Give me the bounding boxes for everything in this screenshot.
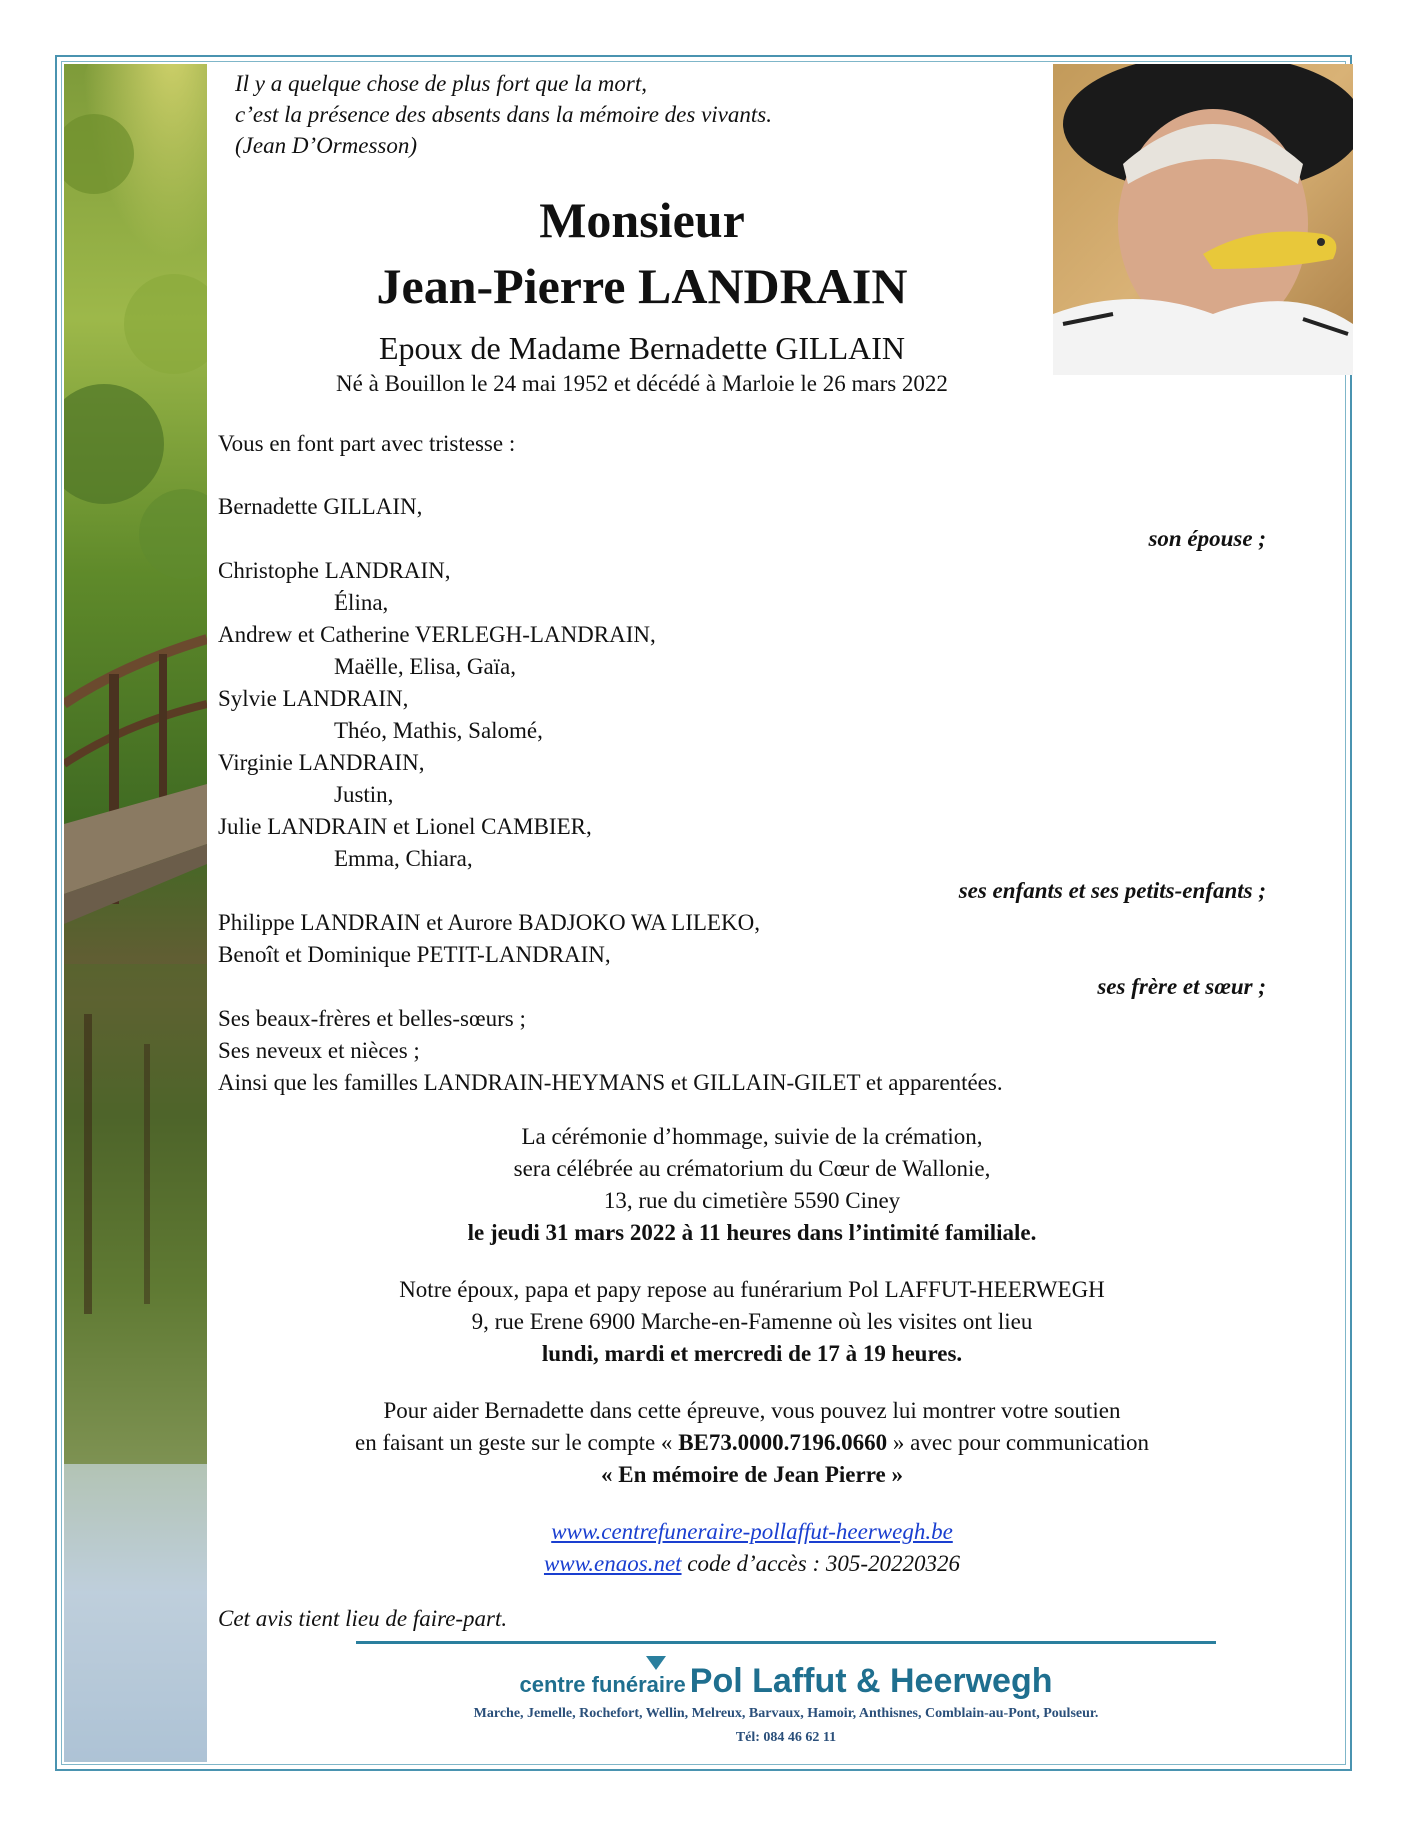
footer-phone: Tél: 084 46 62 11 [735, 1730, 837, 1745]
siblings-relation: ses frère et sœur ; [1097, 974, 1266, 999]
decorative-landscape-photo [64, 64, 207, 1762]
donation-text: » avec pour communication [887, 1430, 1149, 1455]
family-line: Julie LANDRAIN et Lionel CAMBIER, [218, 814, 592, 839]
footer-locations: Marche, Jemelle, Rochefort, Wellin, Melreux, Barvaux, Hamoir, Anthisnes, Comblain-au-Pont, Poulseur. [473, 1706, 1099, 1721]
family-line: Ses neveux et nièces ; [218, 1038, 420, 1063]
footer-rule [356, 1641, 1216, 1644]
family-line: Justin, [334, 782, 394, 807]
family-line: Sylvie LANDRAIN, [218, 686, 409, 711]
deceased-name: Jean-Pierre LANDRAIN [376, 258, 908, 314]
portrait-photo [1053, 64, 1353, 375]
funeral-home-logo [356, 1652, 1216, 1752]
family-line: Philippe LANDRAIN et Aurore BADJOKO WA LILEKO, [218, 910, 760, 935]
quote-author: (Jean D’Ormesson) [235, 133, 418, 158]
donation-line: Pour aider Bernadette dans cette épreuve, vous pouvez lui montrer votre soutien [383, 1398, 1121, 1423]
family-line: Emma, Chiara, [334, 846, 473, 871]
website-line [207, 1516, 1297, 1548]
family-line: Benoît et Dominique PETIT-LANDRAIN, [218, 942, 611, 967]
ceremony-line: La cérémonie d’hommage, suivie de la crémation, [521, 1124, 983, 1149]
visitation-line: 9, rue Erene 6900 Marche-en-Famenne où les visites ont lieu [471, 1309, 1033, 1334]
family-line: Virginie LANDRAIN, [218, 750, 425, 775]
donation-communication: « En mémoire de Jean Pierre » [601, 1462, 903, 1487]
logo-prefix: centre funéraire [519, 1672, 686, 1697]
ceremony-date: le jeudi 31 mars 2022 à 11 heures dans l’intimité familiale. [467, 1220, 1037, 1245]
family-line: Théo, Mathis, Salomé, [334, 718, 543, 743]
ceremony-line: sera célébrée au crématorium du Cœur de Wallonie, [513, 1156, 991, 1181]
closing-note: Cet avis tient lieu de faire-part. [218, 1606, 508, 1631]
spouse-line: Epoux de Madame Bernadette GILLAIN [378, 330, 906, 366]
honorific: Monsieur [539, 192, 745, 248]
family-line: Ses beaux-frères et belles-sœurs ; [218, 1006, 526, 1031]
spouse-name: Bernadette GILLAIN, [218, 494, 423, 519]
access-code: code d’accès : 305-20220326 [681, 1551, 961, 1576]
website-link[interactable]: www.centrefuneraire-pollaffut-heerwegh.be [551, 1519, 953, 1544]
intro-line: Vous en font part avec tristesse : [218, 431, 516, 456]
visitation-hours: lundi, mardi et mercredi de 17 à 19 heures. [541, 1341, 963, 1366]
iban: BE73.0000.7196.0660 [678, 1430, 888, 1455]
birth-death-dates: Né à Bouillon le 24 mai 1952 et décédé à Marloie le 26 mars 2022 [336, 371, 948, 396]
enaos-link[interactable]: www.enaos.net [543, 1551, 682, 1576]
quote-line-1: Il y a quelque chose de plus fort que la mort, [235, 71, 648, 96]
visitation-line: Notre époux, papa et papy repose au funérarium Pol LAFFUT-HEERWEGH [399, 1277, 1105, 1302]
logo-brand: Pol Laffut & Heerwegh [689, 1662, 1053, 1700]
enaos-line [207, 1548, 1297, 1580]
family-line: Élina, [334, 590, 389, 615]
family-line: Christophe LANDRAIN, [218, 558, 451, 583]
quote-line-2: c’est la présence des absents dans la mémoire des vivants. [235, 102, 772, 127]
children-relation: ses enfants et ses petits-enfants ; [958, 878, 1266, 903]
donation-account-line [207, 1427, 1297, 1459]
ceremony-line: 13, rue du cimetière 5590 Ciney [603, 1188, 901, 1213]
family-line: Maëlle, Elisa, Gaïa, [334, 654, 517, 679]
donation-text: en faisant un geste sur le compte « [355, 1430, 679, 1455]
family-line: Andrew et Catherine VERLEGH-LANDRAIN, [218, 622, 656, 647]
family-line: Ainsi que les familles LANDRAIN-HEYMANS et GILLAIN-GILET et apparentées. [218, 1070, 1003, 1095]
spouse-relation: son épouse ; [1148, 526, 1266, 551]
